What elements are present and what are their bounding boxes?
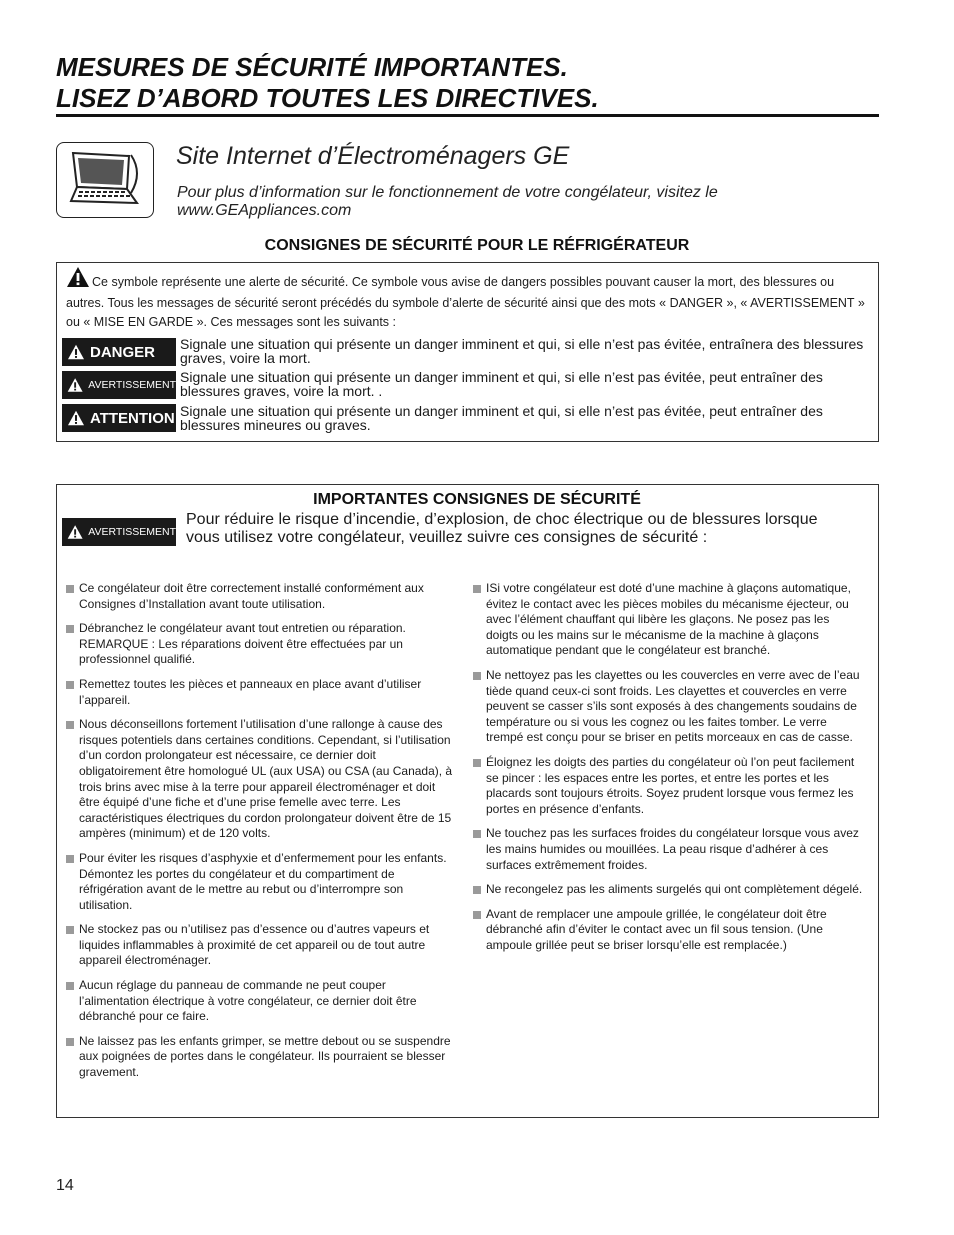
bullet-square-icon xyxy=(473,886,481,894)
list-item: Éloignez les doigts des parties du congélateur où l’on peut facilement se pincer : les espaces entre les portes, et entre les portes et les placards sont toujours étroits. Soyez prudent lorsque vous fermez les portes en présence d’enfants. xyxy=(473,755,863,817)
list-item: Avant de remplacer une ampoule grillée, le congélateur doit être débranché afin d’éviter le contact avec un fil sous tension. (Une ampoule grillée peut se briser lorsqu’elle est remplacée.) xyxy=(473,907,863,954)
right-instructions-list xyxy=(473,581,863,953)
list-item: Débranchez le congélateur avant tout entretien ou réparation. REMARQUE : Les réparations doivent être effectuées par un professionnel qualifié. xyxy=(66,621,456,668)
safety-intro xyxy=(66,266,871,332)
bullet-square-icon xyxy=(473,672,481,680)
warning-triangle-icon xyxy=(67,377,83,393)
warning-label xyxy=(62,371,176,399)
caution-label-text: ATTENTION xyxy=(90,409,175,427)
warning-description: Signale une situation qui présente un danger imminent et qui, si elle n’est pas évitée, peut entraîner des blessures graves, voire la mort. . xyxy=(180,369,823,399)
bullet-square-icon xyxy=(66,1038,74,1046)
left-instructions-list xyxy=(66,581,456,1081)
bullet-square-icon xyxy=(473,911,481,919)
list-item: Nous déconseillons fortement l’utilisation d’une rallonge à cause des risques potentiels dans certaines conditions. Cependant, si l’utilisation d’un cordon prolongateur est nécessaire, ce dernier doit obligatoirement être homologué UL (aux USA) ou CSA (au Canada), à trois brins avec mise à la terre pour appareil électroménager et doit être équipé d’une fiche et d’une prise femelle avec terre. Les caractéristiques électriques du cordon prolongateur doivent être de 15 ampères (minimum) et de 120 volts. xyxy=(66,717,456,842)
warning-triangle-icon xyxy=(67,410,85,426)
warning-triangle-icon xyxy=(66,266,90,294)
warning-triangle-icon xyxy=(67,524,83,540)
danger-label xyxy=(62,338,176,366)
warning-triangle-icon xyxy=(67,344,85,360)
list-item: Ne recongelez pas les aliments surgelés qui ont complètement dégelé. xyxy=(473,882,863,898)
warning-label xyxy=(62,518,176,546)
page-title xyxy=(56,52,599,114)
list-item: Ne stockez pas ou n’utilisez pas d’essence ou d’autres vapeurs et liquides inflammables à proximité de cet appareil ou de tout autre appareil électroménager. xyxy=(66,922,456,969)
list-item: Aucun réglage du panneau de commande ne peut couper l’alimentation électrique à votre congélateur, ce dernier doit être débranché pour ce faire. xyxy=(66,978,456,1025)
warning-label-text: AVERTISSEMENT xyxy=(88,526,176,538)
title-line-1: MESURES DE SÉCURITÉ IMPORTANTES. xyxy=(56,52,568,82)
page-number: 14 xyxy=(56,1177,74,1194)
safety-intro-text: Ce symbole représente une alerte de sécurité. Ce symbole vous avise de dangers possibles pouvant causer la mort, des blessures ou autres. Tous les messages de sécurité seront précédés du symbole d’alerte de sécurité ainsi que des mots « DANGER », « AVERTISSEMENT » ou « MISE EN GARDE ». Ces messages sont les suivants : xyxy=(66,275,865,329)
danger-description: Signale une situation qui présente un danger imminent et qui, si elle n’est pas évitée, entraînera des blessures graves, voire la mort. xyxy=(180,336,864,366)
list-item: Ne touchez pas les surfaces froides du congélateur lorsque vous avez les mains humides ou mouillées. La peau risque d’adhérer à ces surfaces extrêmement froides. xyxy=(473,826,863,873)
title-line-2: LISEZ D’ABORD TOUTES LES DIRECTIVES. xyxy=(56,83,599,113)
bullet-square-icon xyxy=(473,585,481,593)
fridge-safety-heading: CONSIGNES DE SÉCURITÉ POUR LE RÉFRIGÉRATEUR xyxy=(264,237,690,254)
bullet-square-icon xyxy=(66,681,74,689)
list-item: Pour éviter les risques d’asphyxie et d’enfermement pour les enfants. Démontez les portes du congélateur et du compartiment de réfrigération avant de le mettre au rebut ou d’interrompre son utilisation. xyxy=(66,851,456,913)
list-item: Remettez toutes les pièces et panneaux en place avant d’utiliser l’appareil. xyxy=(66,677,456,708)
bullet-square-icon xyxy=(66,721,74,729)
warning-intro-text: Pour réduire le risque d’incendie, d’explosion, de choc électrique ou de blessures lorsque vous utilisez votre congélateur, veuillez suivre ces consignes de sécurité : xyxy=(186,511,818,546)
important-heading: IMPORTANTES CONSIGNES DE SÉCURITÉ xyxy=(313,491,641,508)
bullet-square-icon xyxy=(473,830,481,838)
bullet-square-icon xyxy=(66,926,74,934)
laptop-icon xyxy=(56,142,154,218)
list-item: Ne nettoyez pas les clayettes ou les couvercles en verre avec de l’eau tiède quand ceux-ci sont froids. Les clayettes et couvercles en verre peuvent se casser s’ils sont exposés à des changements soudains de température ou si vous les cognez ou les faites tomber. Le verre trempé est conçu pour se briser en petits morceaux en cas de casse. xyxy=(473,668,863,746)
danger-label-text: DANGER xyxy=(90,343,156,361)
website-heading: Site Internet d’Électroménagers GE xyxy=(176,142,570,170)
list-item: Ce congélateur doit être correctement installé conformément aux Consignes d’Installation avant toute utilisation. xyxy=(66,581,456,612)
caution-label xyxy=(62,404,176,432)
caution-description: Signale une situation qui présente un danger imminent et qui, si elle n’est pas évitée, peut entraîner des blessures mineures ou graves. xyxy=(180,403,823,433)
list-item: Ne laissez pas les enfants grimper, se mettre debout ou se suspendre aux poignées de portes dans le congélateur. Ils pourraient se blesser gravement. xyxy=(66,1034,456,1081)
bullet-square-icon xyxy=(66,585,74,593)
bullet-square-icon xyxy=(66,982,74,990)
website-text: Pour plus d’information sur le fonctionnement de votre congélateur, visitez le www.GEAppliances.com xyxy=(177,184,718,219)
warning-label-text: AVERTISSEMENT xyxy=(88,379,176,391)
bullet-square-icon xyxy=(66,625,74,633)
bullet-square-icon xyxy=(473,759,481,767)
title-divider xyxy=(56,114,879,117)
list-item: ISi votre congélateur est doté d’une machine à glaçons automatique, évitez le contact avec les pièces mobiles du mécanisme éjecteur, ou avec l’élément chauffant qui libère les glaçons. Ne posez pas les doigts ou les mains sur le mécanisme de la machine à glaçons automatique pendant que le congélateur est branché. xyxy=(473,581,863,659)
bullet-square-icon xyxy=(66,855,74,863)
